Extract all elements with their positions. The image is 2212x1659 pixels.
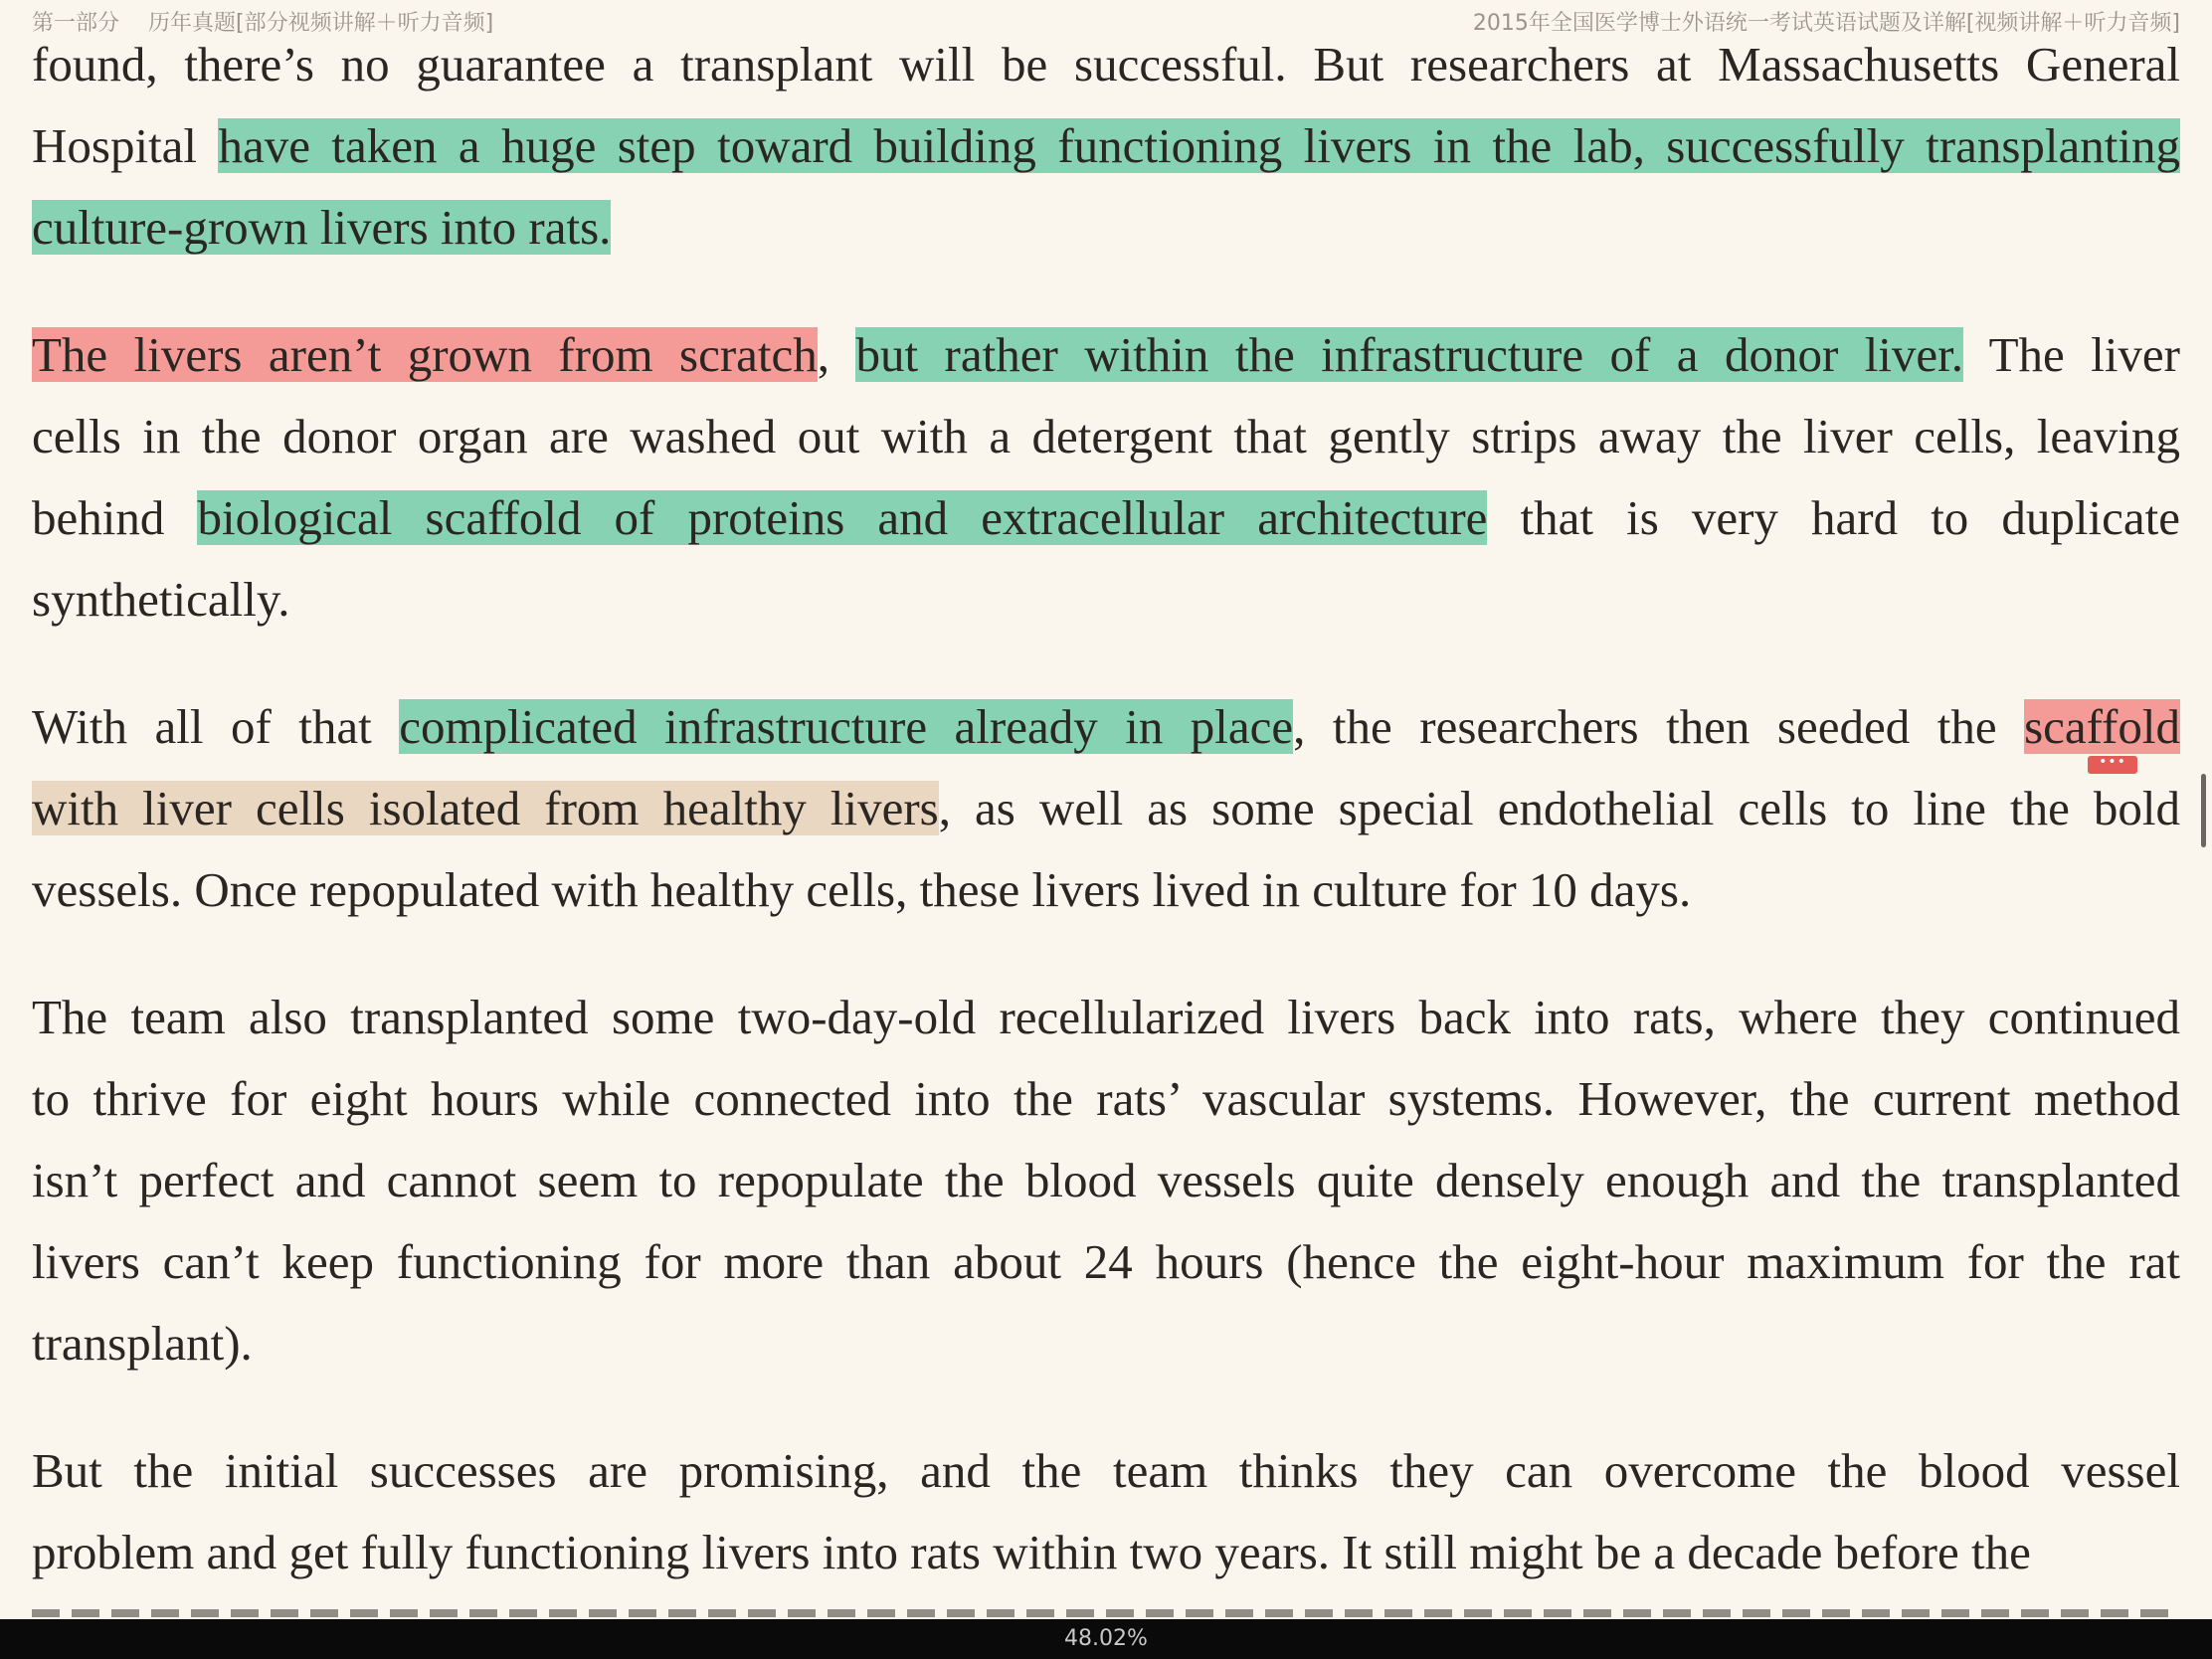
reading-content[interactable] <box>32 24 2180 1639</box>
next-line-partial <box>32 1595 2180 1619</box>
highlight-red[interactable]: scaffold <box>2024 699 2180 754</box>
text-segment: transplant). <box>32 1316 253 1371</box>
header-book-title: 2015年全国医学博士外语统一考试英语试题及详解[视频讲解＋听力音频] <box>1472 10 2180 36</box>
text-segment: cells in the donor organ are washed out with a detergent that gently strips away the liver cells, leaving <box>32 409 2180 463</box>
highlight-green[interactable]: culture-grown livers into rats. <box>32 200 612 255</box>
text-line[interactable] <box>32 1512 2180 1593</box>
scrollbar-thumb[interactable] <box>2201 774 2206 847</box>
highlight-green[interactable]: biological scaffold of proteins and extracellular architecture <box>197 490 1488 545</box>
text-segment: The team also transplanted some two-day-old recellularized livers back into rats, where they continued <box>32 990 2180 1044</box>
paragraph[interactable] <box>32 977 2180 1384</box>
text-line[interactable] <box>32 768 2180 849</box>
text-line[interactable] <box>32 187 2180 269</box>
text-segment: found, there’s no guarantee a transplant will be successful. But researchers at Massachusetts General <box>32 37 2180 92</box>
text-line[interactable] <box>32 977 2180 1058</box>
text-segment: But the initial successes are promising, and the team thinks they can overcome the blood vessel <box>32 1443 2180 1498</box>
text-segment: isn’t perfect and cannot seem to repopulate the blood vessels quite densely enough and the transplanted <box>32 1153 2180 1207</box>
text-segment: synthetically. <box>32 572 290 627</box>
text-line[interactable] <box>32 686 2180 768</box>
highlight-green[interactable]: have taken a huge step toward building functioning livers in the lab, successfully transplanting <box>218 118 2181 173</box>
text-segment: Hospital <box>32 118 219 173</box>
text-line[interactable] <box>32 314 2180 396</box>
header-section: 历年真题[部分视频讲解＋听力音频] <box>148 10 494 36</box>
text-segment: livers can’t keep functioning for more than about 24 hours (hence the eight-hour maximum for the rat <box>32 1234 2180 1289</box>
text-line[interactable] <box>32 1430 2180 1512</box>
text-segment: With all of that <box>32 699 400 754</box>
reading-progress-percent: 48.02% <box>1064 1626 1148 1651</box>
text-line[interactable] <box>32 1221 2180 1303</box>
highlight-more-menu-button[interactable] <box>2088 756 2137 774</box>
text-line[interactable] <box>32 1140 2180 1221</box>
text-segment: to thrive for eight hours while connected into the rats’ vascular systems. However, the current method <box>32 1071 2180 1126</box>
text-line[interactable] <box>32 1058 2180 1140</box>
more-dots-icon: ••• <box>2099 754 2126 770</box>
text-segment: The liver <box>1963 327 2181 382</box>
paragraph[interactable] <box>32 314 2180 641</box>
highlight-beige[interactable]: with liver cells isolated from healthy livers <box>32 781 939 835</box>
text-line[interactable] <box>32 1303 2180 1384</box>
text-line[interactable] <box>32 477 2180 559</box>
text-segment: problem and get fully functioning livers into rats within two years. It still might be a decade before the <box>32 1525 2031 1579</box>
text-line[interactable] <box>32 559 2180 641</box>
highlight-green[interactable]: but rather within the infrastructure of a donor liver. <box>855 327 1964 382</box>
paragraph[interactable] <box>32 24 2180 269</box>
text-line[interactable] <box>32 849 2180 931</box>
text-segment: , as well as some special endothelial cells to line the bold <box>938 781 2180 835</box>
highlight-green[interactable]: complicated infrastructure already in place <box>399 699 1294 754</box>
paragraph[interactable] <box>32 1430 2180 1593</box>
text-line[interactable] <box>32 105 2180 187</box>
text-line[interactable] <box>32 396 2180 477</box>
text-segment: , the researchers then seeded the <box>1293 699 2025 754</box>
text-segment: , <box>817 327 856 382</box>
paragraph[interactable] <box>32 686 2180 931</box>
header-part: 第一部分 <box>32 10 120 36</box>
reading-progress-bar <box>0 1619 2212 1659</box>
highlight-red[interactable]: The livers aren’t grown from scratch <box>32 327 818 382</box>
text-segment: behind <box>32 490 198 545</box>
text-segment: vessels. Once repopulated with healthy cells, these livers lived in culture for 10 days. <box>32 862 1692 917</box>
text-segment: that is very hard to duplicate <box>1487 490 2180 545</box>
text-line[interactable] <box>32 24 2180 105</box>
